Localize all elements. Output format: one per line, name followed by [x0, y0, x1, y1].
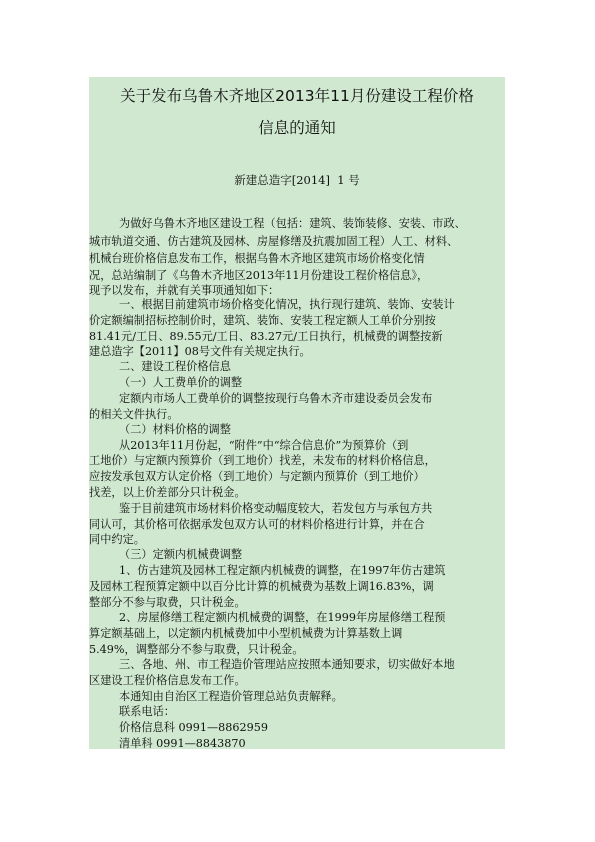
body-line: 为做好乌鲁木齐地区建设工程（包括：建筑、装饰装修、安装、市政、: [119, 217, 466, 230]
contact-heading: 联系电话：: [119, 705, 175, 718]
body-line: 同中约定。: [89, 533, 145, 546]
body-line: 2、房屋修缮工程定额内机械费的调整，在1999年房屋修缮工程预: [119, 611, 446, 624]
body-line: 的相关文件执行。: [89, 408, 179, 421]
body-line: 5.49%，调整部分不参与取费，只计税金。: [89, 643, 304, 656]
section-heading: 三、各地、州、市工程造价管理站应按照本通知要求，切实做好本地: [119, 658, 455, 671]
body-line: 区建设工程价格信息发布工作。: [89, 674, 246, 687]
contact-phone-price-info: 价格信息科 0991—8862959: [119, 721, 268, 734]
body-line: 81.41元/工日、89.55元/工日、83.27元/工日执行，机械费的调整按新: [89, 330, 443, 343]
body-line: 价定额编制招标控制价时，建筑、装饰、安装工程定额人工单价分别按: [89, 314, 436, 327]
body-line: 城市轨道交通、仿古建筑及园林、房屋修缮及抗震加固工程）人工、材料、: [89, 235, 459, 248]
body-line: 同认可，其价格可依据承发包双方认可的材料价格进行计算，并在合: [89, 518, 425, 531]
body-line: 找差，以上价差部分只计税金。: [89, 486, 246, 499]
body-line: 建总造字【2011】08号文件有关规定执行。: [89, 345, 311, 358]
body-line: 算定额基础上，以定额内机械费加中小型机械费为计算基数上调: [89, 627, 403, 640]
document-title-line-1: 关于发布乌鲁木齐地区2013年11月份建设工程价格: [120, 87, 474, 105]
section-heading: 二、建设工程价格信息: [119, 360, 231, 373]
body-line: 工地价）与定额内预算价（到工地价）找差，未发布的材料价格信息，: [89, 454, 436, 467]
body-line: 机械台班价格信息发布工作，根据乌鲁木齐地区建筑市场价格变化情: [89, 252, 425, 265]
body-line: 本通知由自治区工程造价管理总站负责解释。: [119, 690, 343, 703]
body-line: 应按发承包双方认定价格（到工地价）与定额内预算价（到工地价）: [89, 470, 425, 483]
body-line: 况，总站编制了《乌鲁木齐地区2013年11月份建设工程价格信息》，: [89, 269, 429, 282]
body-line: 现予以发布，并就有关事项通知如下：: [89, 284, 280, 297]
subsection-heading: （三）定额内机械费调整: [119, 548, 243, 561]
subsection-heading: （一）人工费单价的调整: [119, 376, 243, 389]
body-line: 从2013年11月份起，“附件”中“综合信息价”为预算价（到: [119, 439, 409, 452]
body-line: 整部分不参与取费，只计税金。: [89, 596, 246, 609]
body-line: 及园林工程预算定额中以百分比计算的机械费为基数上调16.83%，调: [89, 580, 434, 593]
document-title-line-2: 信息的通知: [258, 119, 336, 137]
body-line: 鉴于目前建筑市场材料价格变动幅度较大，若发包方与承包方共: [119, 502, 433, 515]
subsection-heading: （二）材料价格的调整: [119, 423, 231, 436]
document-number: 新建总造字[2014] 1 号: [234, 173, 360, 187]
body-line: 定额内市场人工费单价的调整按现行乌鲁木齐市建设委员会发布: [119, 392, 433, 405]
body-line: 1、仿古建筑及园林工程定额内机械费的调整，在1997年仿古建筑: [119, 564, 446, 577]
body-line: 一、根据目前建筑市场价格变化情况，执行现行建筑、装饰、安装计: [119, 298, 455, 311]
contact-phone-bill-of-quantities: 清单科 0991—8843870: [119, 737, 246, 750]
